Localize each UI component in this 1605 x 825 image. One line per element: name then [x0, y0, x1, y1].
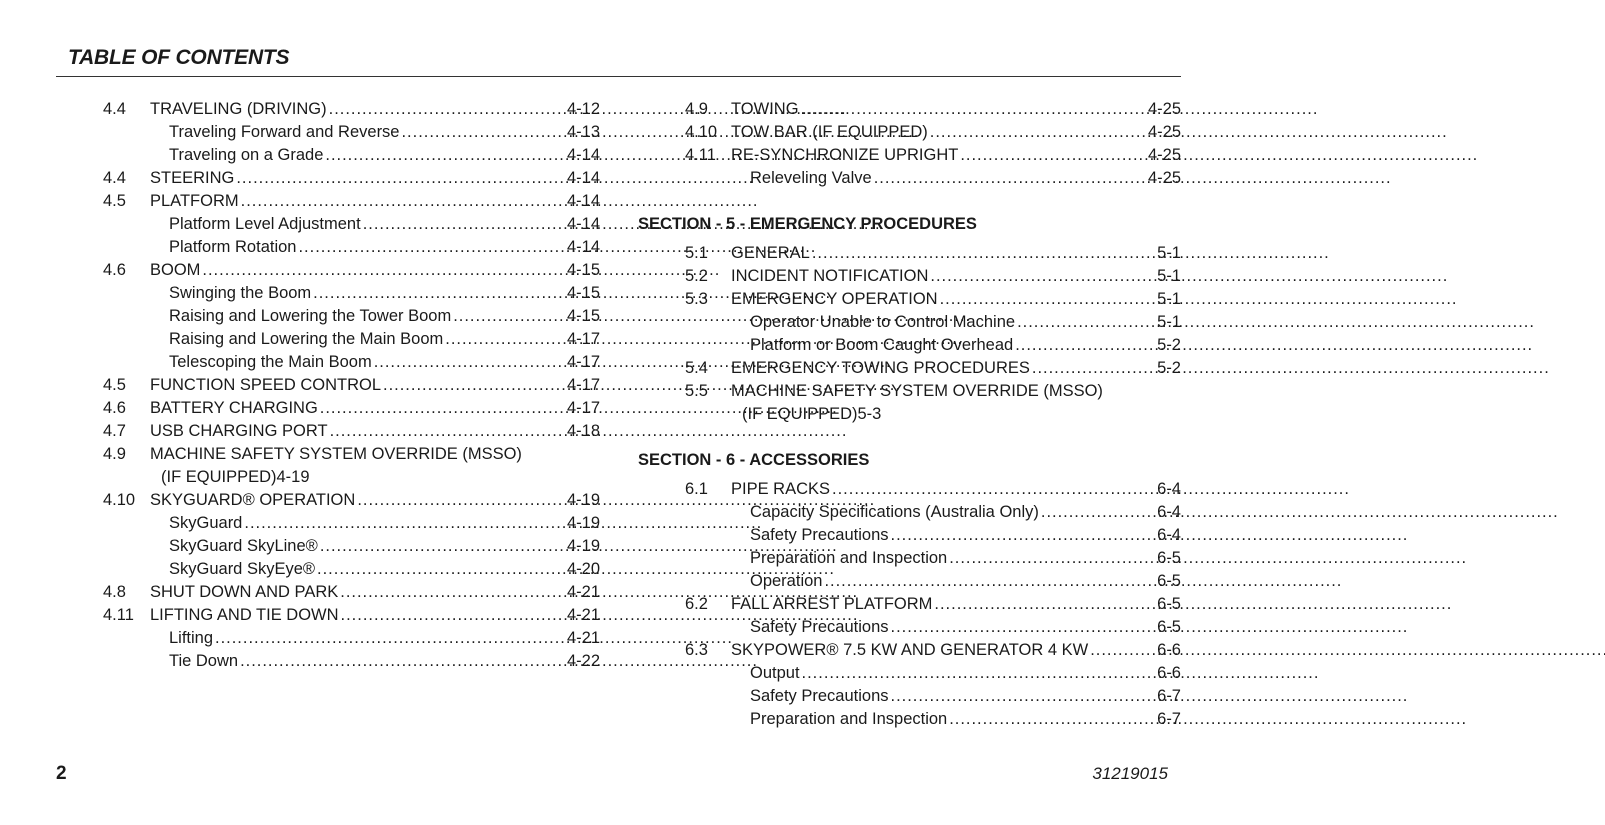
toc-entry-page: 5-1 — [1157, 267, 1181, 285]
toc-entry[interactable] — [103, 374, 600, 397]
toc-entry-title: PLATFORM — [150, 192, 239, 210]
dot-leader — [318, 397, 567, 420]
toc-entry-title: Lifting — [169, 629, 214, 647]
toc-entry-title: Safety Precautions — [750, 687, 889, 705]
toc-entry-line — [731, 380, 1181, 403]
toc-entry-number: 6.3 — [685, 641, 708, 659]
toc-entry-title: Platform Rotation — [169, 238, 297, 256]
toc-entry-line — [731, 593, 1181, 616]
toc-entry[interactable] — [103, 167, 600, 190]
toc-entry-line — [731, 288, 1181, 311]
toc-subentry[interactable] — [638, 501, 1181, 524]
toc-entry-line — [150, 397, 600, 420]
toc-entry-title: USB CHARGING PORT — [150, 422, 328, 440]
dot-leader — [234, 167, 567, 190]
toc-entry-number: 4.9 — [685, 100, 708, 118]
toc-entry-line — [750, 685, 1181, 708]
toc-subentry[interactable] — [103, 558, 600, 581]
toc-entry[interactable] — [638, 121, 1181, 144]
toc-entry-line — [169, 351, 600, 374]
toc-entry-title: Swinging the Boom — [169, 284, 312, 302]
dot-leader — [1013, 334, 1157, 357]
dot-leader — [947, 547, 1157, 570]
toc-entry-line — [731, 357, 1181, 380]
toc-entry-title: SkyGuard SkyEye® — [169, 560, 316, 578]
toc-entry-page: 4-19 — [566, 537, 600, 555]
dot-leader — [213, 627, 567, 650]
dot-leader — [238, 650, 567, 673]
toc-entry-page: 4-14 — [566, 169, 600, 187]
toc-entry-title: SKYPOWER® 7.5 KW AND GENERATOR 4 KW — [731, 641, 1089, 659]
toc-entry-page: 4-25 — [1147, 146, 1181, 164]
toc-entry[interactable] — [638, 478, 1181, 501]
dot-leader — [323, 144, 567, 167]
toc-entry-number: 4.6 — [103, 399, 126, 417]
toc-entry-line — [169, 558, 600, 581]
header-divider — [56, 76, 1181, 77]
toc-entry-line — [169, 144, 600, 167]
toc-entry-page: 4-17 — [566, 399, 600, 417]
toc-subentry[interactable] — [103, 512, 600, 535]
dot-leader — [239, 190, 567, 213]
toc-entry-page: 5-2 — [1157, 359, 1181, 377]
toc-entry-page: 5-1 — [1157, 290, 1181, 308]
toc-entry-page: 6-4 — [1157, 503, 1181, 521]
toc-entry[interactable] — [103, 604, 600, 627]
toc-entry-line — [750, 547, 1181, 570]
toc-entry-line — [731, 265, 1181, 288]
toc-entry-page: 4-25 — [1147, 100, 1181, 118]
toc-entry-number: 4.10 — [103, 491, 136, 509]
toc-entry-page: 4-22 — [566, 652, 600, 670]
toc-entry-line — [169, 627, 600, 650]
toc-entry-page: 4-15 — [566, 307, 600, 325]
toc-entry-line — [750, 501, 1181, 524]
toc-right-top-list — [638, 98, 1181, 190]
toc-entry[interactable] — [638, 288, 1181, 311]
toc-entry-number: 5.2 — [685, 267, 708, 285]
toc-entry[interactable] — [638, 380, 1181, 403]
toc-entry-page: 4-21 — [566, 583, 600, 601]
dot-leader — [932, 593, 1157, 616]
toc-entry-title: MACHINE SAFETY SYSTEM OVERRIDE (MSSO) — [731, 382, 1103, 400]
toc-entry-line — [150, 604, 600, 627]
dot-leader — [296, 236, 566, 259]
toc-left-column — [103, 98, 600, 673]
toc-entry-page: 6-6 — [1157, 664, 1181, 682]
toc-entry-line — [150, 259, 600, 282]
dot-leader — [451, 305, 567, 328]
toc-entry-title: Operator Unable to Control Machine — [750, 313, 1016, 331]
toc-entry-number: 4.5 — [103, 376, 126, 394]
toc-entry-number: 4.4 — [103, 169, 126, 187]
dot-leader — [328, 420, 567, 443]
toc-entry-number: 5.3 — [685, 290, 708, 308]
toc-entry[interactable] — [103, 420, 600, 443]
toc-entry-line — [731, 121, 1181, 144]
toc-entry-title: SHUT DOWN AND PARK — [150, 583, 339, 601]
toc-entry-page: 4-21 — [566, 606, 600, 624]
toc-entry-title: SKYGUARD® OPERATION — [150, 491, 356, 509]
toc-entry[interactable] — [638, 265, 1181, 288]
dot-leader — [938, 288, 1158, 311]
toc-entry-line — [169, 213, 600, 236]
toc-entry-number: 4.11 — [685, 146, 716, 164]
toc-entry-number: 5.1 — [685, 244, 708, 262]
toc-entry-number: 4.10 — [685, 123, 718, 141]
toc-entry-title: STEERING — [150, 169, 235, 187]
toc-entry-number: 4.7 — [103, 422, 126, 440]
toc-entry-title: Capacity Specifications (Australia Only) — [750, 503, 1039, 521]
dot-leader — [311, 282, 567, 305]
dot-leader — [443, 328, 567, 351]
toc-subentry[interactable] — [638, 167, 1181, 190]
toc-entry-page: 4-17 — [566, 376, 600, 394]
toc-entry-page: 4-18 — [566, 422, 600, 440]
toc-entry-page: 4-21 — [566, 629, 600, 647]
toc-subentry[interactable] — [103, 236, 600, 259]
toc-entry-line — [169, 328, 600, 351]
page-number: 2 — [56, 763, 67, 784]
toc-entry-title: Telescoping the Main Boom — [169, 353, 372, 371]
dot-leader — [958, 144, 1148, 167]
toc-subentry[interactable] — [638, 547, 1181, 570]
toc-entry-line — [150, 374, 600, 397]
dot-leader — [889, 685, 1158, 708]
toc-entry-page: 6-6 — [1157, 641, 1181, 659]
dot-leader — [1030, 357, 1157, 380]
dot-leader — [242, 512, 567, 535]
toc-entry-title: Platform or Boom Caught Overhead — [750, 336, 1014, 354]
toc-entry-title: TOW BAR (IF EQUIPPED) — [731, 123, 928, 141]
dot-leader — [947, 708, 1157, 731]
toc-entry-number: 4.5 — [103, 192, 126, 210]
dot-leader — [361, 213, 567, 236]
dot-leader — [889, 616, 1158, 639]
toc-entry-page: 5-1 — [1157, 313, 1181, 331]
toc-entry[interactable] — [638, 593, 1181, 616]
toc-entry-title: Operation — [750, 572, 823, 590]
dot-leader — [928, 265, 1157, 288]
toc-subentry[interactable] — [103, 535, 600, 558]
toc-entry-page: 4-20 — [566, 560, 600, 578]
toc-subentry[interactable] — [103, 213, 600, 236]
toc-entry-page: 6-5 — [1157, 618, 1181, 636]
toc-entry-title: EMERGENCY TOWING PROCEDURES — [731, 359, 1030, 377]
toc-entry-title: RE-SYNCHRONIZE UPRIGHT — [731, 146, 959, 164]
dot-leader — [800, 662, 1158, 685]
toc-entry-title: Output — [750, 664, 800, 682]
toc-entry-line — [731, 242, 1181, 265]
toc-subentry[interactable] — [103, 144, 600, 167]
toc-entry-page: 4-19 — [566, 491, 600, 509]
toc-entry-line — [731, 98, 1181, 121]
toc-entry-title: INCIDENT NOTIFICATION — [731, 267, 929, 285]
toc-entry[interactable] — [103, 581, 600, 604]
toc-entry-title: Preparation and Inspection — [750, 549, 948, 567]
toc-entry-line — [731, 478, 1181, 501]
toc-entry-number: 4.4 — [103, 100, 126, 118]
toc-entry-line — [169, 535, 600, 558]
dot-leader — [338, 581, 567, 604]
dot-leader — [799, 98, 1148, 121]
toc-entry-continuation-text: (IF EQUIPPED)4-19 — [161, 468, 310, 486]
toc-entry-line — [169, 650, 600, 673]
toc-subentry[interactable] — [638, 334, 1181, 357]
toc-entry-line — [750, 570, 1181, 593]
toc-entry-number: 4.8 — [103, 583, 126, 601]
toc-entry-line — [750, 662, 1181, 685]
toc-subentry[interactable] — [638, 616, 1181, 639]
toc-entry-title: FALL ARREST PLATFORM — [731, 595, 933, 613]
toc-entry-title: TOWING — [731, 100, 799, 118]
toc-entry-title: Raising and Lowering the Tower Boom — [169, 307, 452, 325]
toc-entry-title: EMERGENCY OPERATION — [731, 290, 938, 308]
toc-entry-continuation — [103, 466, 600, 489]
dot-leader — [355, 489, 567, 512]
toc-entry-page: 4-15 — [566, 261, 600, 279]
toc-entry-page: 4-12 — [566, 100, 600, 118]
toc-entry-page: 5-2 — [1157, 336, 1181, 354]
dot-leader — [810, 242, 1157, 265]
toc-entry-line — [169, 305, 600, 328]
toc-entry-page: 5-1 — [1157, 244, 1181, 262]
dot-leader — [1015, 311, 1157, 334]
toc-subentry[interactable] — [103, 121, 600, 144]
dot-leader — [315, 558, 567, 581]
section-5-list — [638, 242, 1181, 426]
dot-leader — [327, 98, 567, 121]
section-6-heading: SECTION - 6 - ACCESSORIES — [638, 451, 870, 469]
toc-subentry[interactable] — [638, 311, 1181, 334]
toc-entry-line — [150, 190, 600, 213]
toc-entry-title: Raising and Lowering the Main Boom — [169, 330, 444, 348]
toc-entry-line — [150, 443, 600, 466]
toc-entry-page: 4-14 — [566, 215, 600, 233]
toc-entry-title: Tie Down — [169, 652, 239, 670]
toc-entry[interactable] — [638, 242, 1181, 265]
toc-subentry[interactable] — [638, 662, 1181, 685]
dot-leader — [1039, 501, 1157, 524]
dot-leader — [822, 570, 1157, 593]
toc-subentry[interactable] — [103, 282, 600, 305]
toc-entry-line — [731, 639, 1181, 662]
toc-entry-title: BOOM — [150, 261, 201, 279]
toc-entry-line — [169, 512, 600, 535]
toc-entry-page: 6-7 — [1157, 710, 1181, 728]
toc-entry-title: Preparation and Inspection — [750, 710, 948, 728]
toc-entry-page: 4-25 — [1147, 123, 1181, 141]
dot-leader — [399, 121, 566, 144]
dot-leader — [339, 604, 567, 627]
page-title: TABLE OF CONTENTS — [68, 46, 290, 69]
toc-entry-title: Safety Precautions — [750, 526, 889, 544]
toc-entry-page: 6-5 — [1157, 595, 1181, 613]
toc-entry-page: 4-19 — [566, 514, 600, 532]
toc-entry-page: 6-4 — [1157, 480, 1181, 498]
toc-entry[interactable] — [638, 357, 1181, 380]
toc-entry-title: SkyGuard — [169, 514, 243, 532]
toc-entry-line — [150, 167, 600, 190]
document-number: 31219015 — [1092, 764, 1168, 783]
toc-entry[interactable] — [638, 639, 1181, 662]
toc-entry-page: 6-7 — [1157, 687, 1181, 705]
toc-entry[interactable] — [103, 443, 600, 466]
toc-entry-title: Releveling Valve — [750, 169, 872, 187]
toc-entry-line — [750, 616, 1181, 639]
toc-entry-line — [169, 121, 600, 144]
toc-entry-page: 6-5 — [1157, 549, 1181, 567]
toc-entry-title: GENERAL — [731, 244, 810, 262]
toc-entry-line — [169, 236, 600, 259]
toc-entry-title: Traveling on a Grade — [169, 146, 324, 164]
toc-entry-title: LIFTING AND TIE DOWN — [150, 606, 339, 624]
toc-subentry[interactable] — [103, 328, 600, 351]
dot-leader — [830, 478, 1157, 501]
toc-entry-number: 6.2 — [685, 595, 708, 613]
section-6-list — [638, 478, 1181, 731]
toc-entry-line — [731, 144, 1181, 167]
toc-entry-title: Traveling Forward and Reverse — [169, 123, 400, 141]
toc-entry-line — [169, 282, 600, 305]
toc-entry-title: Platform Level Adjustment — [169, 215, 361, 233]
toc-entry-page: 4-15 — [566, 284, 600, 302]
toc-entry-page: 4-17 — [566, 353, 600, 371]
toc-entry[interactable] — [103, 397, 600, 420]
toc-entry-page: 4-17 — [566, 330, 600, 348]
toc-entry-number: 4.6 — [103, 261, 126, 279]
dot-leader — [1088, 639, 1157, 662]
toc-entry-line — [750, 524, 1181, 547]
toc-entry-page: 6-4 — [1157, 526, 1181, 544]
toc-entry[interactable] — [638, 144, 1181, 167]
toc-subentry[interactable] — [103, 305, 600, 328]
toc-right-column — [638, 98, 1181, 731]
toc-entry-page: 4-14 — [566, 146, 600, 164]
toc-subentry[interactable] — [638, 524, 1181, 547]
dot-leader — [889, 524, 1158, 547]
toc-subentry[interactable] — [638, 708, 1181, 731]
toc-subentry[interactable] — [103, 351, 600, 374]
toc-entry-page: 4-14 — [566, 238, 600, 256]
dot-leader — [372, 351, 567, 374]
dot-leader — [381, 374, 567, 397]
toc-entry-line — [750, 167, 1181, 190]
toc-entry-number: 6.1 — [685, 480, 708, 498]
toc-subentry[interactable] — [103, 650, 600, 673]
dot-leader — [928, 121, 1148, 144]
toc-entry-page: 6-5 — [1157, 572, 1181, 590]
toc-subentry[interactable] — [103, 627, 600, 650]
section-5-heading: SECTION - 5 - EMERGENCY PROCEDURES — [638, 215, 977, 233]
toc-entry-number: 4.11 — [103, 606, 134, 624]
toc-entry-title: FUNCTION SPEED CONTROL — [150, 376, 382, 394]
toc-entry-line — [150, 420, 600, 443]
toc-entry-continuation-text: (IF EQUIPPED)5-3 — [742, 405, 882, 423]
toc-entry[interactable] — [103, 98, 600, 121]
toc-entry-page: 4-13 — [566, 123, 600, 141]
dot-leader — [318, 535, 567, 558]
toc-entry-line — [150, 489, 600, 512]
toc-entry-number: 5.5 — [685, 382, 708, 400]
toc-subentry[interactable] — [638, 570, 1181, 593]
toc-entry-line — [150, 581, 600, 604]
toc-entry-title: SkyGuard SkyLine® — [169, 537, 318, 555]
dot-leader — [872, 167, 1148, 190]
toc-entry-title: BATTERY CHARGING — [150, 399, 318, 417]
toc-entry-title: TRAVELING (DRIVING) — [150, 100, 327, 118]
toc-subentry[interactable] — [638, 685, 1181, 708]
toc-entry[interactable] — [638, 98, 1181, 121]
toc-entry-page: 4-14 — [566, 192, 600, 210]
toc-entry-title: Safety Precautions — [750, 618, 889, 636]
toc-entry-line — [750, 708, 1181, 731]
toc-entry-page: 4-25 — [1147, 169, 1181, 187]
toc-entry-title: PIPE RACKS — [731, 480, 831, 498]
toc-entry-title: MACHINE SAFETY SYSTEM OVERRIDE (MSSO) — [150, 445, 522, 463]
toc-entry-number: 5.4 — [685, 359, 708, 377]
toc-entry-continuation — [638, 403, 1181, 426]
toc-entry[interactable] — [103, 259, 600, 282]
toc-entry[interactable] — [103, 489, 600, 512]
toc-entry-number: 4.9 — [103, 445, 126, 463]
toc-entry-line — [750, 311, 1181, 334]
toc-entry[interactable] — [103, 190, 600, 213]
dot-leader — [200, 259, 567, 282]
toc-entry-line — [150, 98, 600, 121]
toc-entry-line — [750, 334, 1181, 357]
